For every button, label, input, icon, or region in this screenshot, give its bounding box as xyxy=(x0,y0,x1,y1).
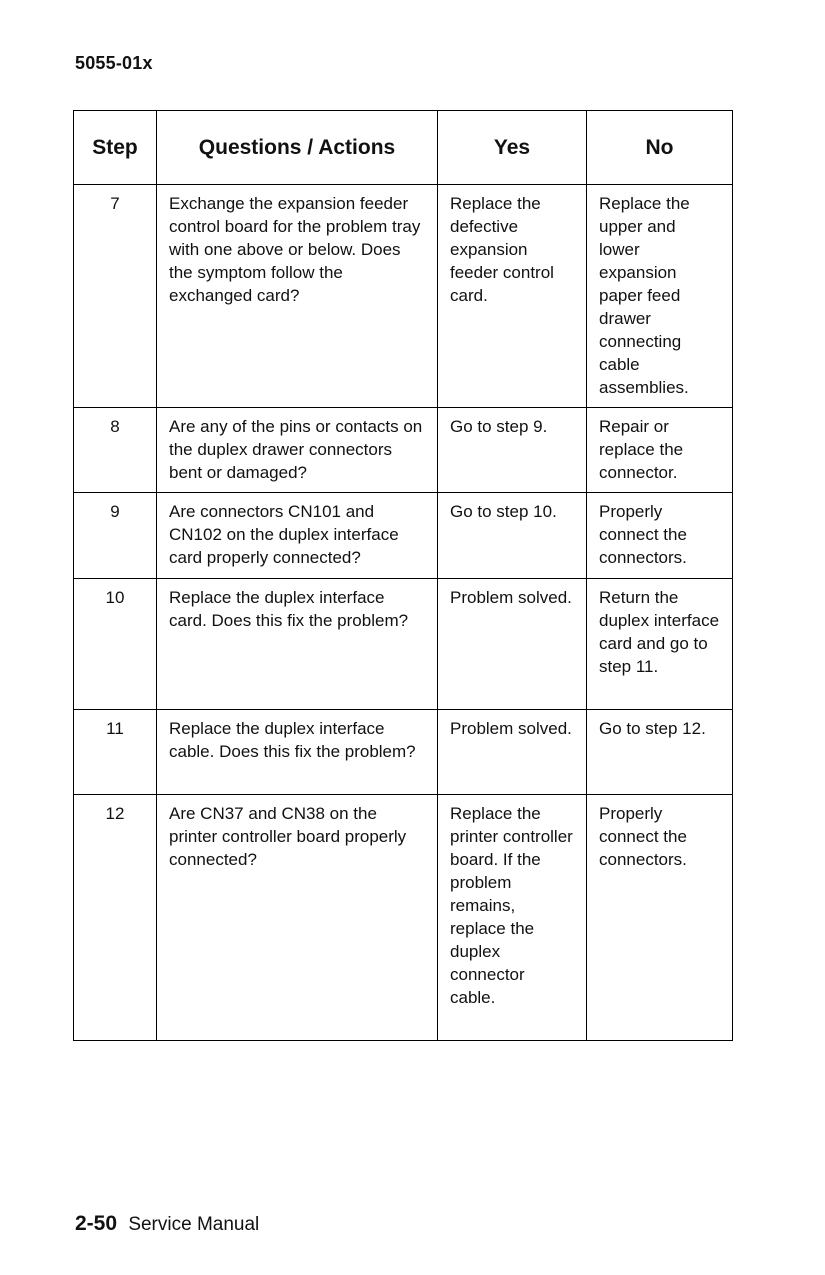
yes-cell: Replace the defective expansion feeder control card. xyxy=(438,185,587,408)
manual-title: Service Manual xyxy=(128,1214,260,1235)
column-header-questions-actions: Questions / Actions xyxy=(157,111,438,185)
step-number: 12 xyxy=(74,795,157,1041)
step-number: 7 xyxy=(74,185,157,408)
step-number: 9 xyxy=(74,493,157,579)
no-cell: Replace the upper and lower expansion paper feed drawer connecting cable assemblies. xyxy=(587,185,733,408)
yes-cell: Go to step 9. xyxy=(438,408,587,493)
yes-cell: Replace the printer controller board. If the problem remains, replace the duplex connector cable. xyxy=(438,795,587,1041)
step-number: 11 xyxy=(74,710,157,795)
question-cell: Replace the duplex interface cable. Does this fix the problem? xyxy=(157,710,438,795)
question-cell: Exchange the expansion feeder control board for the problem tray with one above or below. Does the symptom follow the exchanged card? xyxy=(157,185,438,408)
column-header-step: Step xyxy=(74,111,157,185)
table-row xyxy=(74,579,733,710)
column-header-no: No xyxy=(587,111,733,185)
no-cell: Repair or replace the connector. xyxy=(587,408,733,493)
table-row xyxy=(74,795,733,1041)
page-number: 2-50 xyxy=(75,1212,118,1235)
question-cell: Are connectors CN101 and CN102 on the duplex interface card properly connected? xyxy=(157,493,438,579)
no-cell: Return the duplex interface card and go to step 11. xyxy=(587,579,733,710)
no-cell: Properly connect the connectors. xyxy=(587,795,733,1041)
no-cell: Properly connect the connectors. xyxy=(587,493,733,579)
table-row xyxy=(74,185,733,408)
question-cell: Are any of the pins or contacts on the duplex drawer connectors bent or damaged? xyxy=(157,408,438,493)
yes-cell: Problem solved. xyxy=(438,579,587,710)
table-row xyxy=(74,710,733,795)
document-id: 5055-01x xyxy=(75,53,153,73)
yes-cell: Problem solved. xyxy=(438,710,587,795)
no-cell: Go to step 12. xyxy=(587,710,733,795)
question-cell: Are CN37 and CN38 on the printer controller board properly connected? xyxy=(157,795,438,1041)
page-footer xyxy=(75,1212,259,1236)
table-header-row xyxy=(74,111,733,185)
table-row xyxy=(74,493,733,579)
step-number: 10 xyxy=(74,579,157,710)
troubleshooting-table xyxy=(73,110,733,1041)
table-row xyxy=(74,408,733,493)
yes-cell: Go to step 10. xyxy=(438,493,587,579)
column-header-yes: Yes xyxy=(438,111,587,185)
question-cell: Replace the duplex interface card. Does this fix the problem? xyxy=(157,579,438,710)
step-number: 8 xyxy=(74,408,157,493)
